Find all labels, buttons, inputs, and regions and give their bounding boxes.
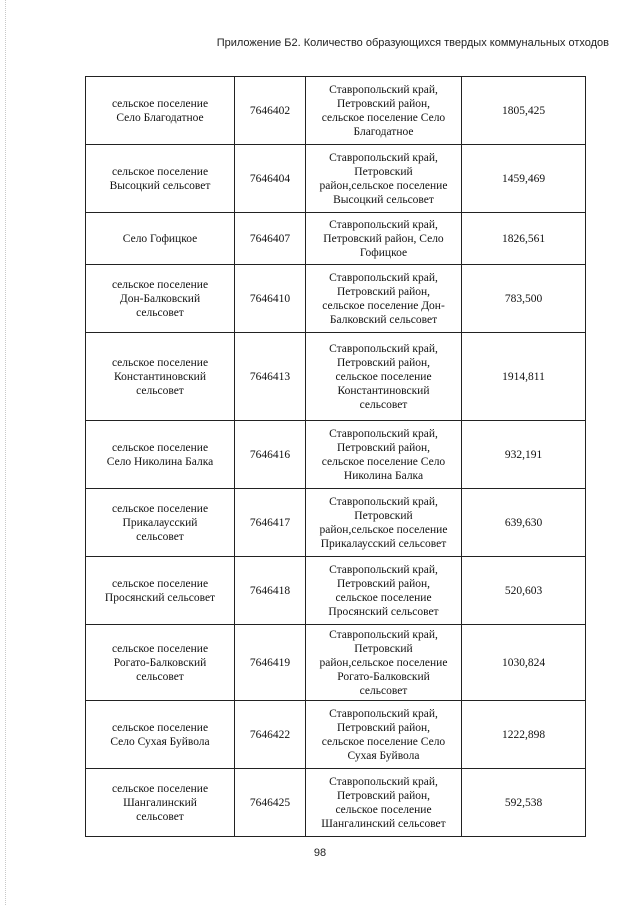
waste-amount-cell: 1030,824 — [462, 625, 586, 701]
waste-amount-cell: 1914,811 — [462, 333, 586, 421]
table-row — [86, 557, 586, 625]
settlement-code-cell: 7646422 — [235, 701, 306, 769]
waste-amount-cell: 520,603 — [462, 557, 586, 625]
settlement-name-cell: сельское поселение Прикалаусский сельсовет — [86, 489, 235, 557]
settlement-name-cell: сельское поселение Просянский сельсовет — [86, 557, 235, 625]
settlement-name-cell: сельское поселение Высоцкий сельсовет — [86, 145, 235, 213]
table-row — [86, 489, 586, 557]
settlement-location-cell: Ставропольский край, Петровский район, сельское поселение Дон- Балковский сельсовет — [306, 265, 462, 333]
settlement-name-cell: сельское поселение Село Николина Балка — [86, 421, 235, 489]
waste-amount-cell: 1222,898 — [462, 701, 586, 769]
table-row — [86, 145, 586, 213]
settlement-code-cell: 7646402 — [235, 77, 306, 145]
settlement-code-cell: 7646410 — [235, 265, 306, 333]
settlement-code-cell: 7646418 — [235, 557, 306, 625]
scan-edge-artifact — [5, 0, 6, 905]
waste-amount-cell: 639,630 — [462, 489, 586, 557]
table-row — [86, 77, 586, 145]
table-row — [86, 265, 586, 333]
settlement-code-cell: 7646417 — [235, 489, 306, 557]
settlement-name-cell: сельское поселение Дон-Балковский сельсовет — [86, 265, 235, 333]
table-row — [86, 701, 586, 769]
settlement-location-cell: Ставропольский край, Петровский район, сельское поселение Шангалинский сельсовет — [306, 769, 462, 837]
settlement-name-cell: Село Гофицкое — [86, 213, 235, 265]
waste-amount-cell: 1805,425 — [462, 77, 586, 145]
settlement-code-cell: 7646416 — [235, 421, 306, 489]
settlement-name-cell: сельское поселение Село Благодатное — [86, 77, 235, 145]
settlement-name-cell: сельское поселение Шангалинский сельсовет — [86, 769, 235, 837]
waste-table — [85, 76, 586, 837]
settlement-location-cell: Ставропольский край, Петровский район, сельское поселение Константиновский сельсовет — [306, 333, 462, 421]
settlement-name-cell: сельское поселение Константиновский сельсовет — [86, 333, 235, 421]
settlement-location-cell: Ставропольский край, Петровский район, сельское поселение Просянский сельсовет — [306, 557, 462, 625]
settlement-name-cell: сельское поселение Село Сухая Буйвола — [86, 701, 235, 769]
waste-amount-cell: 1826,561 — [462, 213, 586, 265]
waste-amount-cell: 932,191 — [462, 421, 586, 489]
page-number: 98 — [313, 847, 327, 859]
table-row — [86, 333, 586, 421]
settlement-location-cell: Ставропольский край, Петровский район, сельское поселение Село Благодатное — [306, 77, 462, 145]
table-row — [86, 625, 586, 701]
settlement-name-cell: сельское поселение Рогато-Балковский сельсовет — [86, 625, 235, 701]
table-row — [86, 213, 586, 265]
settlement-location-cell: Ставропольский край, Петровский район, Село Гофицкое — [306, 213, 462, 265]
waste-table-body — [86, 77, 586, 837]
settlement-code-cell: 7646419 — [235, 625, 306, 701]
settlement-location-cell: Ставропольский край, Петровский район,сельское поселение Рогато-Балковский сельсовет — [306, 625, 462, 701]
settlement-code-cell: 7646407 — [235, 213, 306, 265]
table-row — [86, 769, 586, 837]
settlement-code-cell: 7646404 — [235, 145, 306, 213]
waste-amount-cell: 592,538 — [462, 769, 586, 837]
waste-amount-cell: 783,500 — [462, 265, 586, 333]
settlement-code-cell: 7646425 — [235, 769, 306, 837]
settlement-location-cell: Ставропольский край, Петровский район, сельское поселение Село Николина Балка — [306, 421, 462, 489]
table-row — [86, 421, 586, 489]
settlement-code-cell: 7646413 — [235, 333, 306, 421]
settlement-location-cell: Ставропольский край, Петровский район, сельское поселение Село Сухая Буйвола — [306, 701, 462, 769]
waste-amount-cell: 1459,469 — [462, 145, 586, 213]
settlement-location-cell: Ставропольский край, Петровский район,сельское поселение Прикалаусский сельсовет — [306, 489, 462, 557]
page-header: Приложение Б2. Количество образующихся твердых коммунальных отходов — [216, 37, 609, 49]
settlement-location-cell: Ставропольский край, Петровский район,сельское поселение Высоцкий сельсовет — [306, 145, 462, 213]
